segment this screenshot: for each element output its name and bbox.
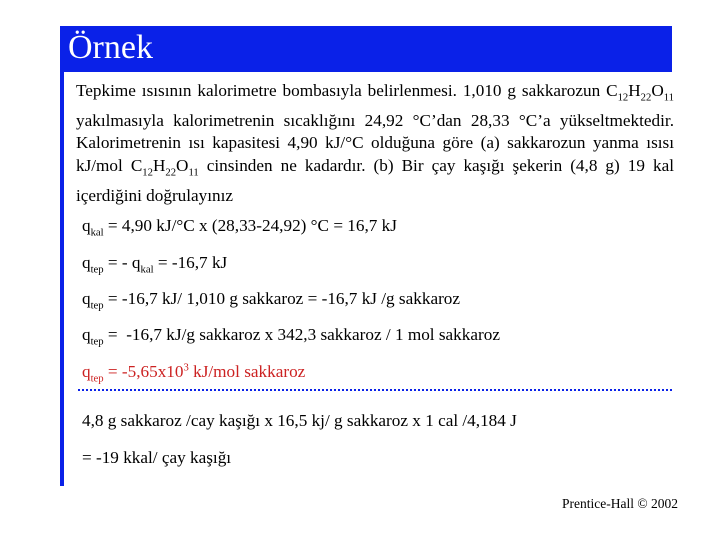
- formula-2-h-sub: 22: [165, 167, 177, 179]
- formula-2: [130, 155, 199, 179]
- q-subscript: tep: [90, 300, 104, 312]
- problem-text-3: cinsinden ne kadardır. (b) Bir çay kaşığı şekerin (4,8 g) 19 kal içerdiğini doğrulayınız: [76, 155, 674, 205]
- formula-2-o: O: [176, 155, 189, 175]
- step-text: = 4,90 kJ/°C x (28,33-24,92) °C = 16,7 kJ: [103, 216, 397, 235]
- q-symbol: q: [82, 216, 91, 235]
- q-symbol: q: [82, 325, 91, 344]
- step-text: = - q: [103, 253, 141, 272]
- part-b-result: = -19 kkal/ çay kaşığı: [82, 448, 232, 467]
- formula-1-o: O: [651, 81, 664, 100]
- formula-1-o-sub: 11: [663, 92, 674, 104]
- credit-text: Prentice-Hall © 2002: [562, 496, 678, 511]
- step-text: = -16,7 kJ/g sakkaroz x 342,3 sakkaroz / 1 mol sakkaroz: [103, 325, 500, 344]
- q-subscript: kal: [90, 227, 104, 239]
- problem-text-1: Tepkime ısısının kalorimetre bombasıyla belirlenmesi. 1,010 g sakkarozun: [76, 81, 607, 100]
- formula-2-o-sub: 11: [188, 167, 199, 179]
- q-subscript: kal: [140, 264, 154, 276]
- slide-title: Örnek: [68, 29, 153, 66]
- q-symbol: q: [82, 289, 91, 308]
- formula-2-h: H: [152, 155, 166, 175]
- step-q-kal: [82, 216, 397, 238]
- q-subscript: tep: [90, 264, 104, 276]
- formula-1-h: H: [628, 81, 641, 100]
- step-q-tep-per-gram: [82, 289, 460, 311]
- title-bar: [60, 26, 672, 72]
- q-symbol: q: [82, 362, 91, 381]
- step-text: = -16,7 kJ: [153, 253, 228, 272]
- formula-1-h-sub: 22: [640, 92, 652, 104]
- q-symbol: q: [82, 253, 91, 272]
- dotted-separator: [78, 389, 672, 391]
- step-q-tep-result: [82, 362, 305, 384]
- step-text: = -16,7 kJ/ 1,010 g sakkaroz = -16,7 kJ /g sakkaroz: [103, 289, 461, 308]
- exponent: 3: [183, 362, 189, 374]
- step-text: = -5,65x10: [103, 362, 184, 381]
- formula-1-c: C: [606, 81, 618, 100]
- formula-1-c-sub: 12: [617, 92, 629, 104]
- formula-1: [606, 81, 674, 104]
- step-q-tep-per-mol-calc: [82, 325, 500, 347]
- part-b-calculation: 4,8 g sakkaroz /cay kaşığı x 16,5 kj/ g sakkaroz x 1 cal /4,184 J: [82, 411, 517, 430]
- problem-text-2: yakılmasıyla kalorimetrenin sıcaklığını 24,92 °C’dan 28,33 °C’a yükseltmektedir. Kalorimetrenin ısı kapasitesi 4,90 kJ/°C olduğuna göre (a) sakkarozun yanma ısısı kJ/mol: [76, 81, 683, 175]
- formula-2-c: C: [130, 155, 143, 175]
- left-accent-rule: [60, 26, 64, 486]
- formula-2-c-sub: 12: [142, 167, 153, 179]
- step-text: kJ/mol sakkaroz: [188, 362, 306, 381]
- problem-statement: [76, 80, 683, 207]
- q-subscript: tep: [90, 373, 104, 385]
- q-subscript: tep: [90, 336, 104, 348]
- step-q-tep-relation: [82, 253, 227, 275]
